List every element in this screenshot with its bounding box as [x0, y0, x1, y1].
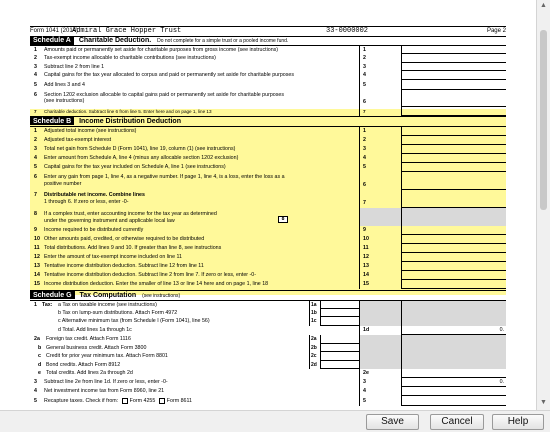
amount-field[interactable] — [402, 190, 506, 208]
scroll-thumb[interactable] — [540, 30, 547, 210]
sched-g-line-2c[interactable]: c Credit for prior year minimum tax. Attach Form 8801 2c — [30, 352, 506, 361]
schedule-a-title: Charitable Deduction. — [78, 37, 152, 44]
trust-name: Admiral Grace Hopper Trust — [72, 27, 182, 35]
amount-field[interactable] — [402, 253, 506, 262]
amount-field[interactable] — [402, 244, 506, 253]
sched-b-line-10[interactable]: 10 Other amounts paid, credited, or otherwise required to be distributed 10 — [30, 235, 506, 244]
amount-field[interactable] — [402, 262, 506, 271]
form-header — [30, 27, 506, 36]
sched-b-line-8[interactable]: 8 If a complex trust, enter accounting income for the tax year as determined under the governing instrument and applicable local law 8 — [30, 208, 506, 226]
schedule-b-header — [30, 117, 506, 126]
schedule-a-tag: Schedule A — [30, 37, 74, 45]
sched-b-line-5[interactable]: 5 Capital gains for the tax year included on Schedule A, line 1 (see instructions) 5 — [30, 163, 506, 172]
amount-field[interactable] — [402, 226, 506, 235]
sched-g-line-2a[interactable]: 2a Foreign tax credit. Attach Form 1116 2a — [30, 335, 506, 344]
amount-field[interactable] — [402, 136, 506, 145]
sched-b-line-7[interactable]: 7 Distributable net income. Combine lines 1 through 6. If zero or less, enter -0- 7 — [30, 190, 506, 208]
sched-g-line-3[interactable]: 3 Subtract line 2e from line 1d. If zero or less, enter -0- 3 0. — [34, 379, 504, 385]
vertical-scrollbar[interactable] — [536, 0, 550, 410]
sched-g-line-2e[interactable]: e Total credits. Add lines 2a through 2d 2e — [30, 369, 506, 378]
form-number: Form 1041 (2014) — [30, 28, 79, 34]
amount-field[interactable]: 0. — [402, 326, 506, 335]
sched-g-line-1b[interactable]: b Tax on lump-sum distributions. Attach Form 4972 1b — [30, 309, 506, 317]
schedule-a-note: Do not complete for a simple trust or a pooled income fund. — [157, 38, 289, 44]
amount-field[interactable] — [402, 90, 506, 107]
sched-g-line-1c[interactable]: c Alternative minimum tax (from Schedule I (Form 1041), line 56) 1c — [30, 317, 506, 326]
amount-field[interactable] — [402, 154, 506, 163]
save-button[interactable]: Save — [366, 414, 419, 430]
form-8611-checkbox[interactable] — [159, 398, 165, 404]
sched-b-line-9[interactable]: 9 Income required to be distributed currently 9 — [30, 226, 506, 235]
form-4255-checkbox[interactable] — [122, 398, 128, 404]
sched-b-line-13[interactable]: 13 Tentative income distribution deduction. Subtract line 12 from line 11 13 — [30, 262, 506, 271]
amount-field[interactable] — [402, 80, 506, 90]
sched-b-line-4[interactable]: 4 Enter amount from Schedule A, line 4 (minus any allocable section 1202 exclusion) 4 — [30, 154, 506, 163]
sched-a-line-6[interactable]: 6 Section 1202 exclusion allocable to capital gains paid or permanently set aside for charitable purposes (see instructions) 6 — [30, 90, 506, 107]
amount-field[interactable] — [402, 54, 506, 63]
scroll-up-icon[interactable]: ▲ — [540, 2, 547, 9]
amount-field[interactable] — [402, 280, 506, 289]
amount-field[interactable] — [402, 172, 506, 190]
schedule-g-title: Tax Computation — [79, 292, 137, 299]
amount-field[interactable] — [402, 127, 506, 136]
sched-a-line-2[interactable]: 2 Tax-exempt income allocable to charitable contributions (see instructions) 2 — [30, 54, 506, 63]
sched-g-line-2b[interactable]: b General business credit. Attach Form 3800 2b — [30, 344, 506, 352]
sched-g-line-5[interactable]: 5 Recapture taxes. Check if from: Form 4255 Form 8611 5 — [30, 396, 506, 406]
sched-b-line-2[interactable]: 2 Adjusted tax-exempt interest 2 — [30, 136, 506, 145]
schedule-g-note: (see instructions) — [142, 293, 181, 299]
schedule-b-title: Income Distribution Deduction — [79, 118, 181, 125]
amount-field[interactable] — [402, 63, 506, 71]
amount-field[interactable] — [402, 396, 506, 406]
ein: 33-0000002 — [326, 27, 369, 35]
sched-a-line-7[interactable]: 7 Charitable deduction. Subtract line 6 from line 5. Enter here and on page 1, line 13 7 — [30, 107, 506, 116]
amount-field[interactable] — [402, 71, 506, 80]
dialog-footer — [0, 410, 550, 432]
amount-field[interactable] — [402, 107, 506, 116]
sched-b-line-1[interactable]: 1 Adjusted total income (see instructions) 1 — [30, 127, 506, 136]
sched-b-line-11[interactable]: 11 Total distributions. Add lines 9 and 10. If greater than line 8, see instructions 11 — [30, 244, 506, 253]
sched-b-line-14[interactable]: 14 Tentative income distribution deduction. Subtract line 2 from line 7. If zero or less, enter -0- 14 — [30, 271, 506, 280]
schedule-a-header — [30, 37, 506, 45]
amount-field[interactable] — [402, 235, 506, 244]
sched-b-line-15[interactable]: 15 Income distribution deduction. Enter the smaller of line 13 or line 14 here and on page 1, line 18 15 — [30, 280, 506, 289]
sched-a-line-3[interactable]: 3 Subtract line 2 from line 1 3 — [30, 63, 506, 71]
sched-g-line-2d[interactable]: d Bond credits. Attach Form 8912 2d — [30, 361, 506, 369]
amount-field[interactable]: 0. — [402, 378, 506, 387]
sched-b-line-3[interactable]: 3 Total net gain from Schedule D (Form 1041), line 19, column (1) (see instructions) 3 — [30, 145, 506, 154]
amount-field[interactable] — [402, 145, 506, 154]
sched-g-line-1a[interactable]: 1 Tax: a Tax on taxable income (see instructions) 1a — [30, 301, 506, 309]
sched-a-line-5[interactable]: 5 Add lines 3 and 4 5 — [30, 80, 506, 90]
amount-field[interactable] — [402, 387, 506, 396]
sched-b-line-12[interactable]: 12 Enter the amount of tax-exempt income included on line 11 12 — [30, 253, 506, 262]
schedule-g-header — [30, 291, 506, 300]
amount-field[interactable] — [402, 163, 506, 172]
schedule-b-tag: Schedule B — [30, 117, 74, 125]
cancel-button[interactable]: Cancel — [430, 414, 484, 430]
scroll-down-icon[interactable]: ▼ — [540, 399, 547, 406]
sched-a-line-1[interactable]: 1 Amounts paid or permanently set aside for charitable purposes from gross income (see instructions) 1 — [30, 46, 506, 54]
sched-a-line-4[interactable]: 4 Capital gains for the tax year allocated to corpus and paid or permanently set aside for charitable purposes 4 — [30, 71, 506, 80]
sched-g-line-1d[interactable]: d Total. Add lines 1a through 1c 1d 0. — [58, 327, 504, 333]
page-label: Page 2 — [486, 28, 506, 34]
schedule-g-tag: Schedule G — [30, 291, 75, 299]
amount-field[interactable] — [402, 369, 506, 378]
help-button[interactable]: Help — [492, 414, 544, 430]
amount-field[interactable] — [402, 271, 506, 280]
sched-g-line-4[interactable]: 4 Net investment income tax from Form 8960, line 21 4 — [30, 387, 506, 396]
amount-field[interactable] — [402, 46, 506, 54]
sched-b-line-6[interactable]: 6 Enter any gain from page 1, line 4, as a negative number. If page 1, line 4, is a loss, enter the loss as a positive number 6 — [30, 172, 506, 190]
